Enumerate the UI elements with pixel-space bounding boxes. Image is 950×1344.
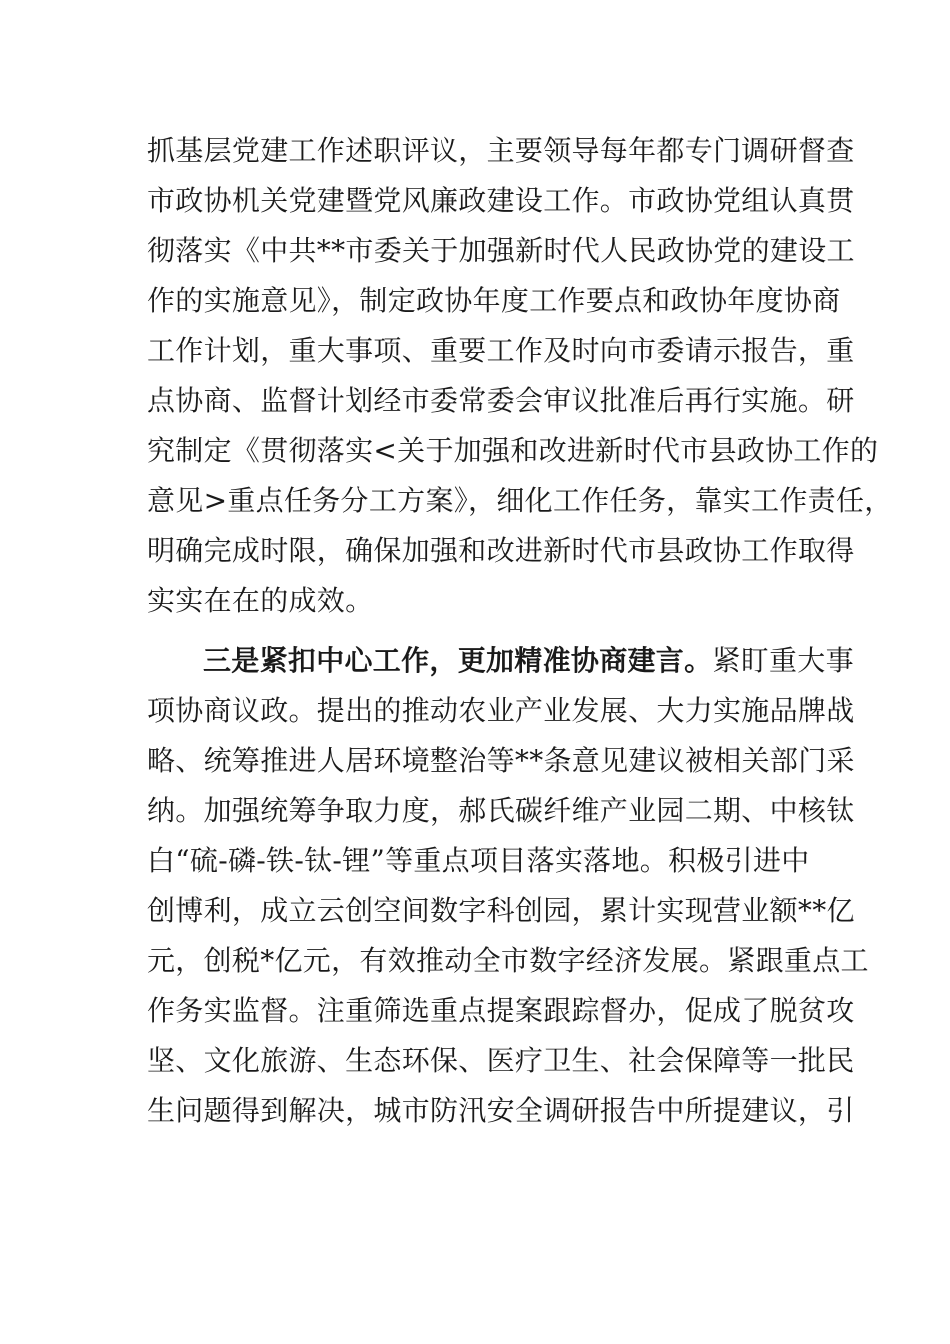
text-line: 点协商、监督计划经市委常委会审议批准后再行实施。研 [147, 384, 855, 417]
paragraph-heading: 三是紧扣中心工作，更加精准协商建言。 [203, 644, 713, 677]
text-line: 市政协机关党建暨党风廉政建设工作。市政协党组认真贯 [147, 184, 855, 217]
paragraph-consultation [147, 636, 869, 1136]
text-line: 生问题得到解决，城市防汛安全调研报告中所提建议，引 [147, 1094, 855, 1127]
text-line: 略、统筹推进人居环境整治等**条意见建议被相关部门采 [147, 744, 855, 777]
text-line: 项协商议政。提出的推动农业产业发展、大力实施品牌战 [147, 694, 855, 727]
text-line: 究制定《贯彻落实<关于加强和改进新时代市县政协工作的 [147, 434, 879, 467]
text-line: 白“硫-磷-铁-钛-锂”等重点项目落实落地。积极引进中 [147, 844, 810, 877]
text-line: 坚、文化旅游、生态环保、医疗卫生、社会保障等一批民 [147, 1044, 855, 1077]
text-line: 意见>重点任务分工方案》，细化工作任务，靠实工作责任， [147, 484, 893, 517]
text-line: 实实在在的成效。 [147, 584, 374, 617]
text-line: 彻落实《中共**市委关于加强新时代人民政协党的建设工 [147, 234, 855, 267]
text-run: 紧盯重大事 [712, 644, 854, 677]
text-line: 明确完成时限，确保加强和改进新时代市县政协工作取得 [147, 534, 855, 567]
paragraph-first-line [147, 636, 854, 686]
text-line: 抓基层党建工作述职评议，主要领导每年都专门调研督查 [147, 134, 855, 167]
text-line: 作务实监督。注重筛选重点提案跟踪督办，促成了脱贫攻 [147, 994, 855, 1027]
paragraph-party-building [147, 126, 893, 626]
text-line: 纳。加强统筹争取力度，郝氏碳纤维产业园二期、中核钛 [147, 794, 855, 827]
text-line: 工作计划，重大事项、重要工作及时向市委请示报告，重 [147, 334, 855, 367]
text-line: 作的实施意见》，制定政协年度工作要点和政协年度协商 [147, 284, 841, 317]
text-line: 元，创税*亿元，有效推动全市数字经济发展。紧跟重点工 [147, 944, 869, 977]
text-line: 创博利，成立云创空间数字科创园，累计实现营业额**亿 [147, 894, 855, 927]
